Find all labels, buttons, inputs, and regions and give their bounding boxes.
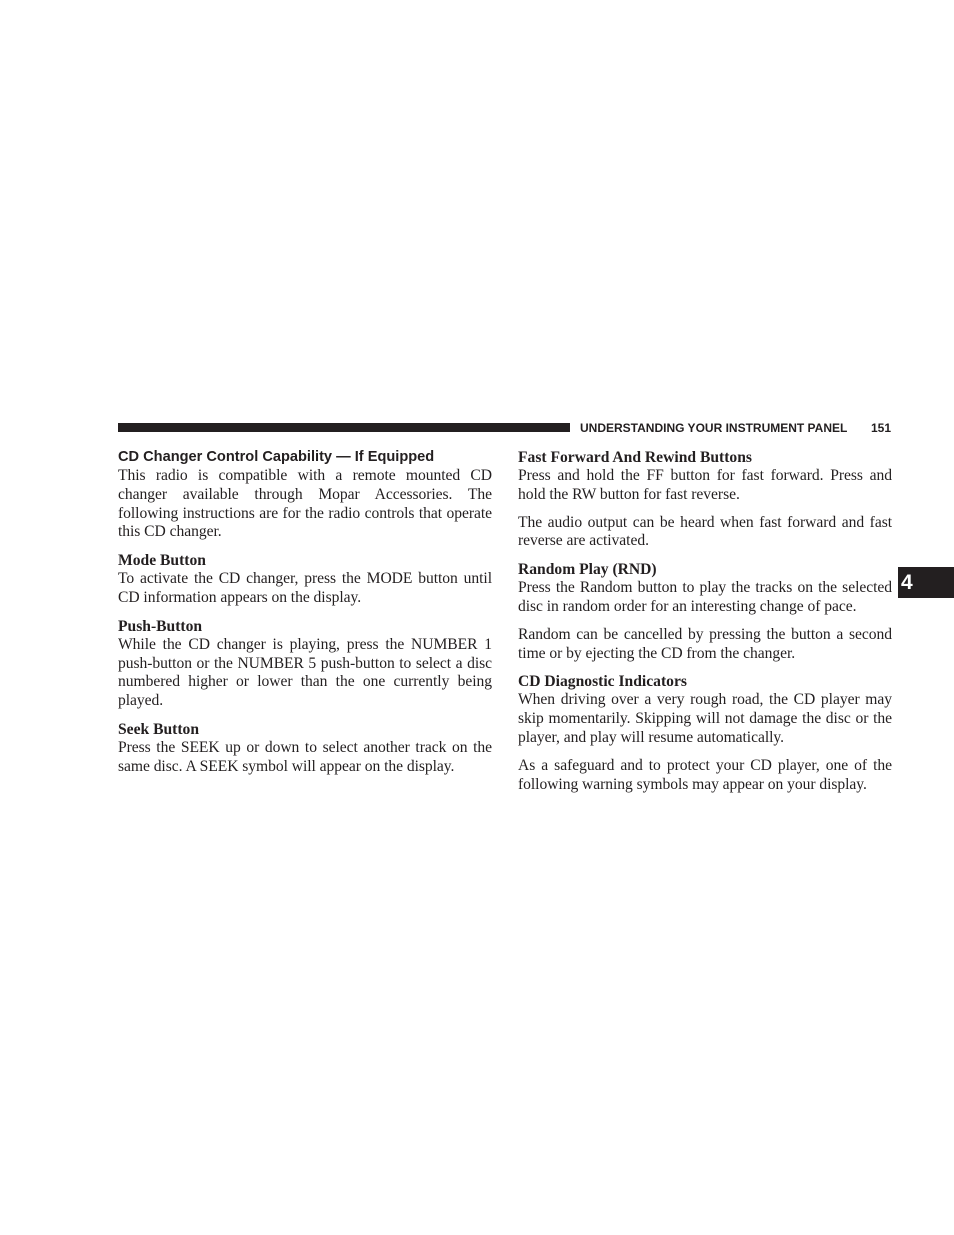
header-rule bbox=[118, 423, 570, 432]
push-button-paragraph: While the CD changer is playing, press the NUMBER 1 push-button or the NUMBER 5 push-button to select a disc numbered higher or lower than the one currently being played. bbox=[118, 635, 492, 710]
fast-forward-paragraph-1: Press and hold the FF button for fast forward. Press and hold the RW button for fast reverse. bbox=[518, 467, 892, 503]
random-play-paragraph-1: Press the Random button to play the tracks on the selected disc in random order for an interesting change of pace. bbox=[518, 579, 892, 615]
seek-button-paragraph: Press the SEEK up or down to select another track on the same disc. A SEEK symbol will appear on the display. bbox=[118, 738, 492, 775]
push-button-heading: Push-Button bbox=[118, 617, 203, 635]
seek-button-heading: Seek Button bbox=[118, 720, 200, 738]
diagnostic-heading: CD Diagnostic Indicators bbox=[518, 673, 687, 691]
page-number: 151 bbox=[870, 421, 891, 435]
diagnostic-paragraph-1: When driving over a very rough road, the CD player may skip momentarily. Skipping will not damage the disc or the player, and play will resume automatically. bbox=[518, 691, 892, 746]
chapter-tab: 4 bbox=[898, 567, 954, 598]
running-title: UNDERSTANDING YOUR INSTRUMENT PANEL bbox=[580, 421, 848, 435]
mode-button-heading: Mode Button bbox=[118, 552, 206, 570]
fast-forward-paragraph-2: The audio output can be heard when fast forward and fast reverse are activated. bbox=[518, 513, 892, 550]
fast-forward-heading: Fast Forward And Rewind Buttons bbox=[518, 449, 752, 466]
diagnostic-paragraph-2: As a safeguard and to protect your CD player, one of the following warning symbols may appear on your display. bbox=[518, 756, 892, 793]
section-heading: CD Changer Control Capability — If Equipped bbox=[118, 449, 435, 465]
left-column bbox=[118, 448, 492, 777]
mode-button-paragraph: To activate the CD changer, press the MODE button until CD information appears on the display. bbox=[118, 570, 492, 606]
random-play-heading: Random Play (RND) bbox=[518, 561, 657, 579]
random-play-paragraph-2: Random can be cancelled by pressing the button a second time or by ejecting the CD from the changer. bbox=[518, 625, 892, 662]
running-head bbox=[580, 420, 891, 436]
intro-paragraph: This radio is compatible with a remote mounted CD changer available through Mopar Accessories. The following instructions are for the radio controls that operate this CD changer. bbox=[118, 467, 492, 541]
right-column bbox=[518, 448, 892, 794]
